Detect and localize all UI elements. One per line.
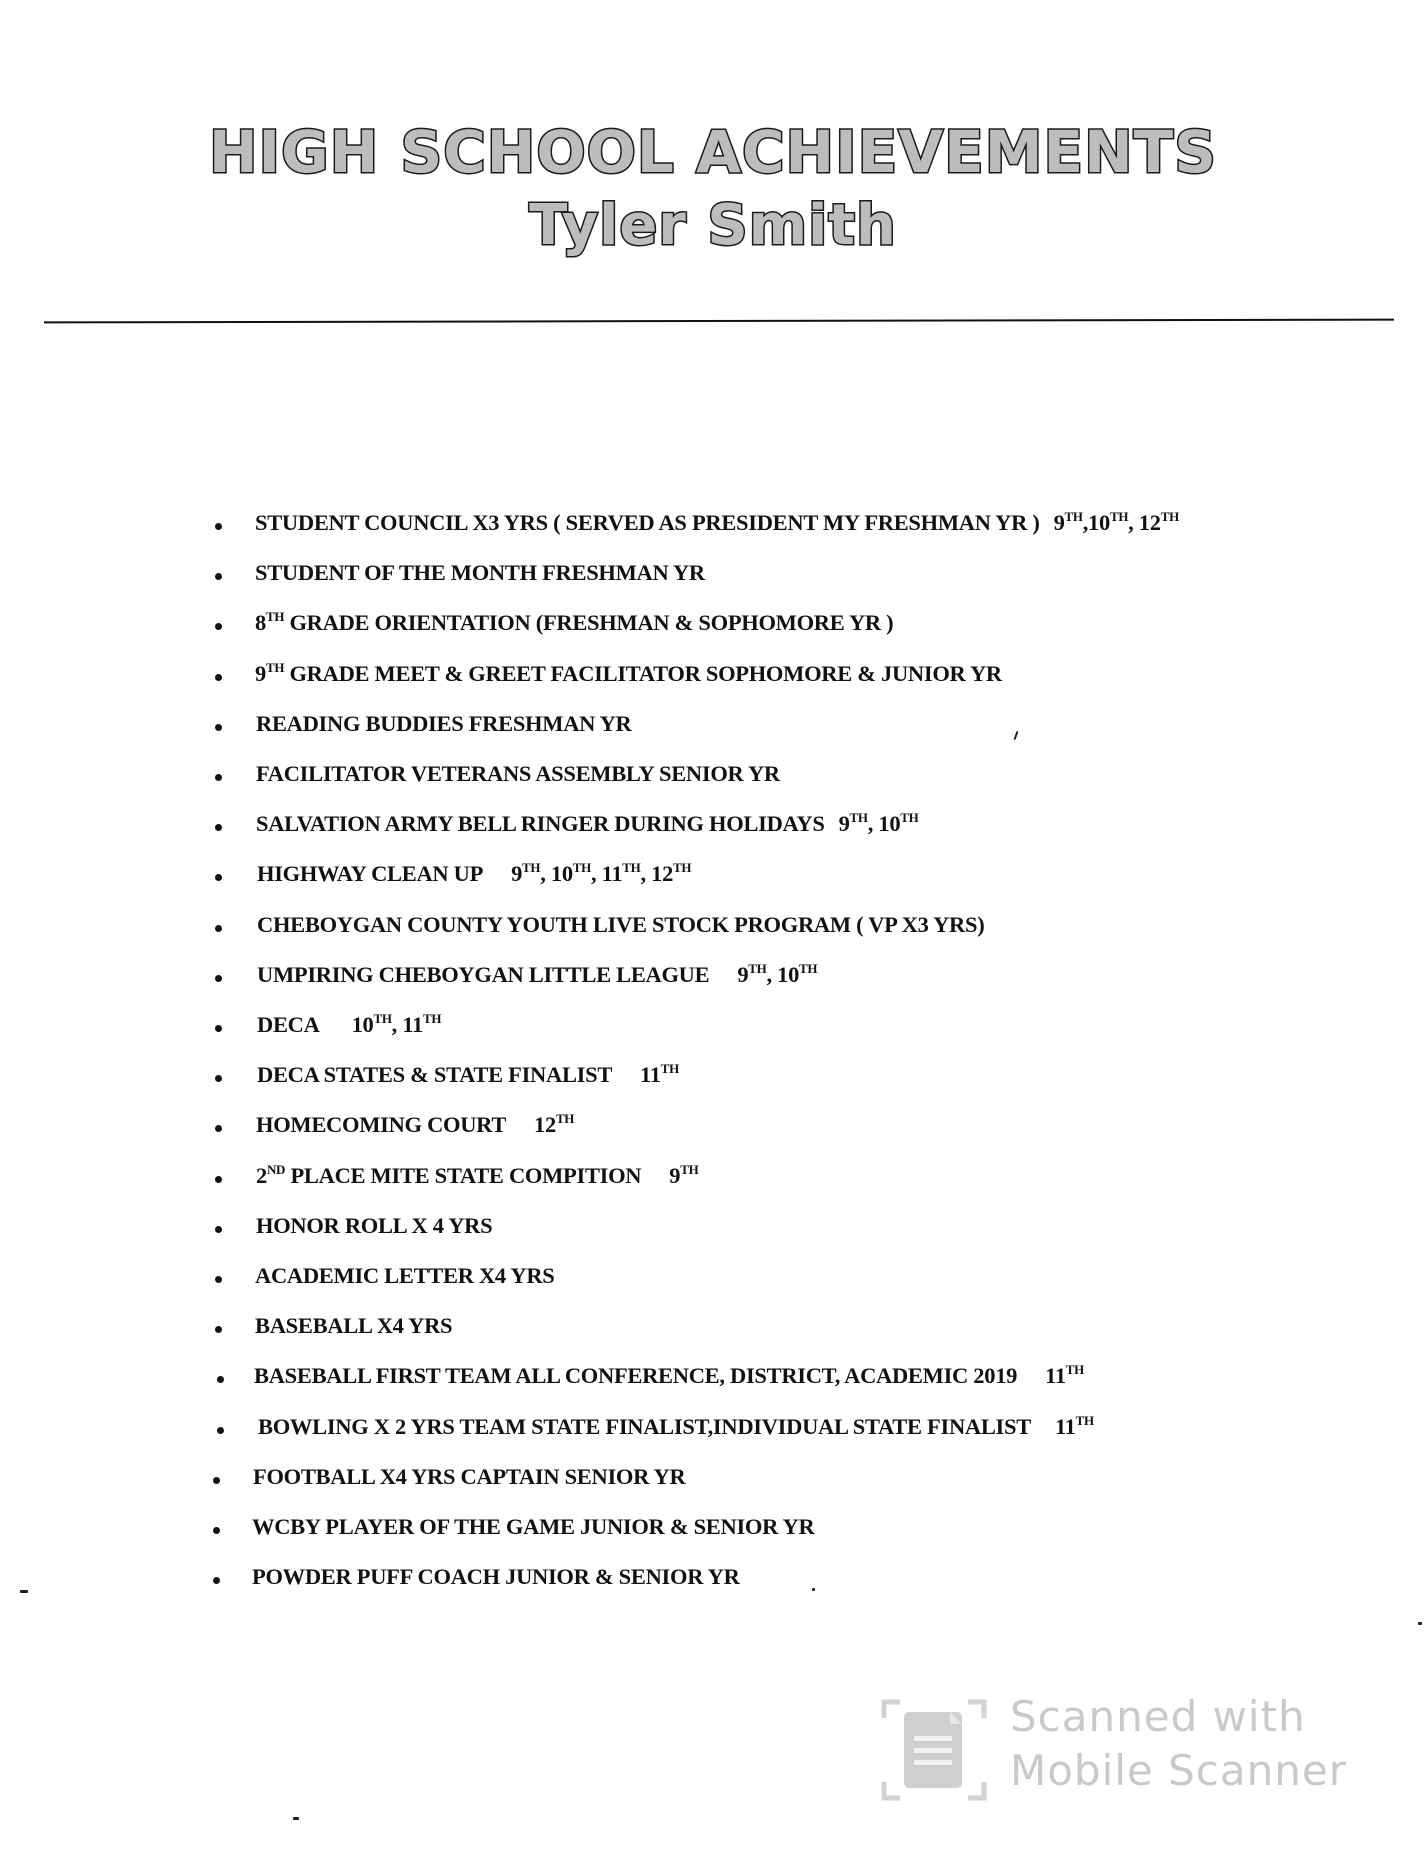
list-item xyxy=(255,560,705,586)
item-text: UMPIRING CHEBOYGAN LITTLE LEAGUE xyxy=(257,961,710,987)
bullet-icon xyxy=(217,1427,224,1434)
item-years: 9TH, 10TH, 11TH, 12TH xyxy=(511,860,692,887)
item-text: DECA STATES & STATE FINALIST xyxy=(257,1062,613,1088)
bullet-icon xyxy=(213,1577,220,1584)
list-item xyxy=(256,1213,492,1239)
bullet-icon xyxy=(215,1025,222,1032)
list-item: 9TH GRADE MEET & GREET FACILITATOR SOPHOMORE & JUNIOR YR xyxy=(255,659,1002,686)
item-text: WCBY PLAYER OF THE GAME JUNIOR & SENIOR YR xyxy=(252,1514,815,1539)
item-text: FACILITATOR VETERANS ASSEMBLY SENIOR YR xyxy=(256,761,780,786)
list-item xyxy=(256,811,918,837)
list-item xyxy=(256,711,631,737)
bullet-icon xyxy=(215,1075,222,1082)
scan-speck xyxy=(812,1588,815,1591)
item-years: 9TH xyxy=(669,1161,699,1188)
scan-speck xyxy=(20,1590,28,1593)
item-text: DECA xyxy=(257,1012,320,1037)
student-name: Tyler Smith xyxy=(529,193,897,258)
list-item xyxy=(256,1112,574,1138)
bullet-icon xyxy=(213,1477,220,1484)
bullet-icon xyxy=(215,1226,222,1233)
item-text: PLACE MITE STATE COMPITION xyxy=(290,1162,642,1188)
document-scanner-icon xyxy=(880,1698,988,1802)
scan-speck xyxy=(1418,1622,1422,1625)
list-item xyxy=(252,1514,814,1540)
watermark-line-2: Mobile Scanner xyxy=(1010,1746,1347,1795)
list-item xyxy=(257,1062,679,1088)
bullet-icon xyxy=(215,573,222,580)
list-item: 2ND PLACE MITE STATE COMPITION 9TH xyxy=(256,1161,699,1188)
item-text: FOOTBALL X4 YRS CAPTAIN SENIOR YR xyxy=(253,1463,686,1489)
list-item xyxy=(255,510,1179,536)
list-item xyxy=(257,962,817,988)
item-text: BASEBALL FIRST TEAM ALL CONFERENCE, DISTRICT, ACADEMIC 2019 xyxy=(254,1363,1018,1389)
list-item xyxy=(257,912,984,938)
item-text: GRADE ORIENTATION (FRESHMAN & SOPHOMORE YR ) xyxy=(289,610,894,636)
list-item xyxy=(255,1313,452,1339)
list-item xyxy=(254,1363,1084,1389)
bullet-icon xyxy=(215,774,222,781)
bullet-icon xyxy=(215,1176,222,1183)
item-years: 10TH, 11TH xyxy=(351,1011,442,1037)
bullet-icon xyxy=(215,824,222,831)
list-item xyxy=(257,1012,441,1038)
item-years: 11TH xyxy=(1054,1412,1094,1439)
watermark-line-1: Scanned with xyxy=(1010,1692,1306,1741)
scan-speck xyxy=(293,1817,299,1820)
item-years: 12TH xyxy=(534,1111,575,1138)
item-text: BOWLING X 2 YRS TEAM STATE FINALIST,INDIVIDUAL STATE FINALIST xyxy=(258,1413,1031,1439)
list-item xyxy=(257,861,691,887)
item-text: HIGHWAY CLEAN UP xyxy=(257,861,484,887)
bullet-icon xyxy=(217,1376,224,1383)
item-text: POWDER PUFF COACH JUNIOR & SENIOR YR xyxy=(252,1564,740,1590)
scanner-watermark xyxy=(880,1690,1350,1810)
item-text: READING BUDDIES FRESHMAN YR xyxy=(256,710,632,736)
list-item xyxy=(252,1564,740,1590)
item-text: SALVATION ARMY BELL RINGER DURING HOLIDAYS xyxy=(256,811,825,837)
item-text: BASEBALL X4 YRS xyxy=(255,1313,453,1339)
item-text: STUDENT COUNCIL X3 YRS ( SERVED AS PRESIDENT MY FRESHMAN YR ) xyxy=(255,510,1040,535)
bullet-icon xyxy=(215,523,222,530)
item-text: ACADEMIC LETTER X4 YRS xyxy=(255,1263,555,1288)
item-text: HONOR ROLL X 4 YRS xyxy=(256,1212,493,1238)
list-item xyxy=(256,761,780,787)
bullet-icon xyxy=(215,623,222,630)
item-text: HOMECOMING COURT xyxy=(256,1112,507,1138)
list-item xyxy=(258,1414,1094,1440)
item-text: STUDENT OF THE MONTH FRESHMAN YR xyxy=(255,560,705,586)
bullet-icon xyxy=(215,1276,222,1283)
bullet-icon xyxy=(213,1527,220,1534)
list-item xyxy=(253,1464,685,1490)
bullet-icon xyxy=(215,1125,222,1132)
bullet-icon xyxy=(215,674,222,681)
bullet-icon xyxy=(215,1326,222,1333)
list-item xyxy=(255,1263,554,1289)
item-years: 9TH,10TH, 12TH xyxy=(1053,509,1179,535)
item-years: 11TH xyxy=(640,1061,679,1088)
item-text: CHEBOYGAN COUNTY YOUTH LIVE STOCK PROGRAM ( VP X3 YRS) xyxy=(257,911,985,937)
item-text: GRADE MEET & GREET FACILITATOR SOPHOMORE & JUNIOR YR xyxy=(289,660,1002,686)
bullet-icon xyxy=(215,724,222,731)
item-years: 9TH, 10TH xyxy=(838,810,919,837)
item-years: 11TH xyxy=(1045,1362,1084,1389)
list-item: 8TH GRADE ORIENTATION (FRESHMAN & SOPHOMORE YR ) xyxy=(255,609,894,636)
bullet-icon xyxy=(215,925,222,932)
bullet-icon xyxy=(215,975,222,982)
item-years: 9TH, 10TH xyxy=(737,960,818,987)
document-title: HIGH SCHOOL ACHIEVEMENTS xyxy=(208,118,1218,186)
bullet-icon xyxy=(215,874,222,881)
